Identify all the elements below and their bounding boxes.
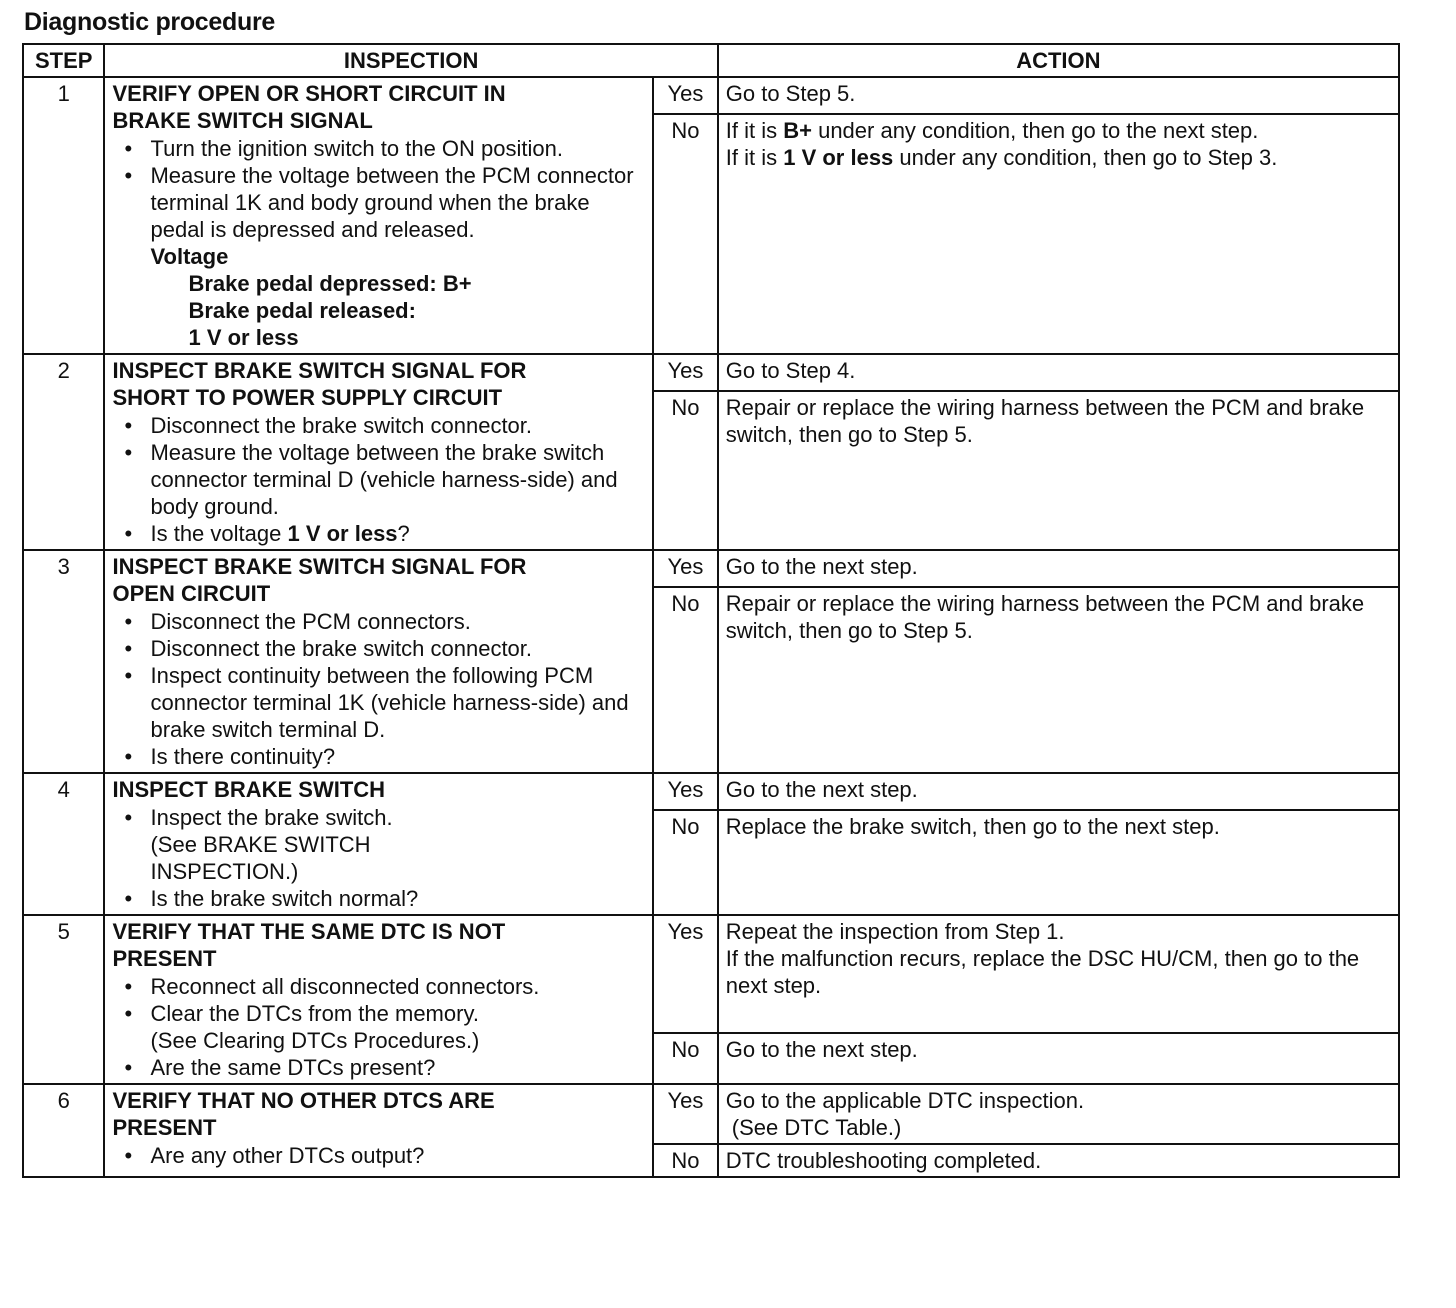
- step-bullets: [112, 412, 645, 547]
- list-item: • Measure the voltage between the brake switch connector terminal D (vehicle harness-side) and body ground.: [112, 439, 645, 520]
- no-action: Go to the next step.: [718, 1033, 1399, 1084]
- yes-action: Go to the next step.: [718, 773, 1399, 810]
- step-5-inspection: [104, 915, 653, 1084]
- step-number: 1: [23, 77, 104, 354]
- yes-label: Yes: [653, 915, 718, 1033]
- step-6-yes-row: [23, 1084, 1399, 1144]
- step-1-yes-row: [23, 77, 1399, 114]
- step-number: 6: [23, 1084, 104, 1177]
- step-bullets: [112, 804, 645, 912]
- page-title: Diagnostic procedure: [24, 8, 275, 36]
- step-bullets: [112, 973, 645, 1081]
- step-2-inspection: [104, 354, 653, 550]
- step-number: 3: [23, 550, 104, 773]
- no-label: No: [653, 391, 718, 550]
- list-item: • Disconnect the PCM connectors.: [112, 608, 645, 635]
- no-action: Replace the brake switch, then go to the next step.: [718, 810, 1399, 915]
- list-item: • Measure the voltage between the PCM connector terminal 1K and body ground when the brake pedal is depressed and released.: [112, 162, 645, 243]
- no-label: No: [653, 810, 718, 915]
- step-4-inspection: [104, 773, 653, 915]
- list-item: • Is the voltage 1 V or less?: [112, 520, 645, 547]
- no-action: If it is B+ under any condition, then go to the next step. If it is 1 V or less under any condition, then go to Step 3.: [718, 114, 1399, 354]
- yes-action: Go to Step 5.: [718, 77, 1399, 114]
- no-action: Repair or replace the wiring harness between the PCM and brake switch, then go to Step 5.: [718, 391, 1399, 550]
- step-2-yes-row: [23, 354, 1399, 391]
- step-bullets: [112, 1142, 645, 1169]
- list-item: • Are the same DTCs present?: [112, 1054, 645, 1081]
- list-item: • Reconnect all disconnected connectors.: [112, 973, 645, 1000]
- yes-label: Yes: [653, 354, 718, 391]
- no-label: No: [653, 1144, 718, 1177]
- step-number: 4: [23, 773, 104, 915]
- yes-label: Yes: [653, 1084, 718, 1144]
- no-label: No: [653, 114, 718, 354]
- header-inspection: INSPECTION: [104, 44, 717, 77]
- step-title: INSPECT BRAKE SWITCH: [112, 777, 386, 802]
- list-item: • Are any other DTCs output?: [112, 1142, 645, 1169]
- yes-action: Go to Step 4.: [718, 354, 1399, 391]
- step-4-yes-row: [23, 773, 1399, 810]
- step-title: INSPECT BRAKE SWITCH SIGNAL FOR SHORT TO POWER SUPPLY CIRCUIT: [112, 358, 527, 410]
- list-item: • Is there continuity?: [112, 743, 645, 770]
- step-3-inspection: [104, 550, 653, 773]
- yes-action: Repeat the inspection from Step 1. If the malfunction recurs, replace the DSC HU/CM, then go to the next step.: [718, 915, 1399, 1033]
- list-item: • Inspect continuity between the following PCM connector terminal 1K (vehicle harness-side) and brake switch terminal D.: [112, 662, 645, 743]
- no-label: No: [653, 1033, 718, 1084]
- no-label: No: [653, 587, 718, 773]
- step-3-yes-row: [23, 550, 1399, 587]
- step-bullets: [112, 608, 645, 770]
- no-action: Repair or replace the wiring harness between the PCM and brake switch, then go to Step 5.: [718, 587, 1399, 773]
- list-item: • Inspect the brake switch. (See BRAKE SWITCH INSPECTION.): [112, 804, 645, 885]
- voltage-spec: Voltage Brake pedal depressed: B+ Brake pedal released: 1 V or less: [150, 244, 472, 350]
- yes-label: Yes: [653, 77, 718, 114]
- step-title: INSPECT BRAKE SWITCH SIGNAL FOR OPEN CIRCUIT: [112, 554, 527, 606]
- step-number: 5: [23, 915, 104, 1084]
- list-item: • Is the brake switch normal?: [112, 885, 645, 912]
- yes-action: Go to the applicable DTC inspection. (See DTC Table.): [718, 1084, 1399, 1144]
- header-action: ACTION: [718, 44, 1399, 77]
- no-action: DTC troubleshooting completed.: [718, 1144, 1399, 1177]
- step-1-inspection: [104, 77, 653, 354]
- list-item: • Disconnect the brake switch connector.: [112, 635, 645, 662]
- step-number: 2: [23, 354, 104, 550]
- diagnostic-table: [22, 43, 1400, 1178]
- list-item: • Disconnect the brake switch connector.: [112, 412, 645, 439]
- list-item: • Turn the ignition switch to the ON position.: [112, 135, 645, 162]
- table-header-row: [23, 44, 1399, 77]
- list-item: • Clear the DTCs from the memory. (See Clearing DTCs Procedures.): [112, 1000, 645, 1054]
- step-title: VERIFY THAT NO OTHER DTCS ARE PRESENT: [112, 1088, 495, 1140]
- yes-label: Yes: [653, 550, 718, 587]
- step-title: VERIFY THAT THE SAME DTC IS NOT PRESENT: [112, 919, 506, 971]
- step-5-yes-row: [23, 915, 1399, 1033]
- step-6-inspection: [104, 1084, 653, 1177]
- yes-label: Yes: [653, 773, 718, 810]
- header-step: STEP: [23, 44, 104, 77]
- step-bullets: [112, 135, 645, 243]
- step-title: VERIFY OPEN OR SHORT CIRCUIT IN BRAKE SWITCH SIGNAL: [112, 81, 506, 133]
- yes-action: Go to the next step.: [718, 550, 1399, 587]
